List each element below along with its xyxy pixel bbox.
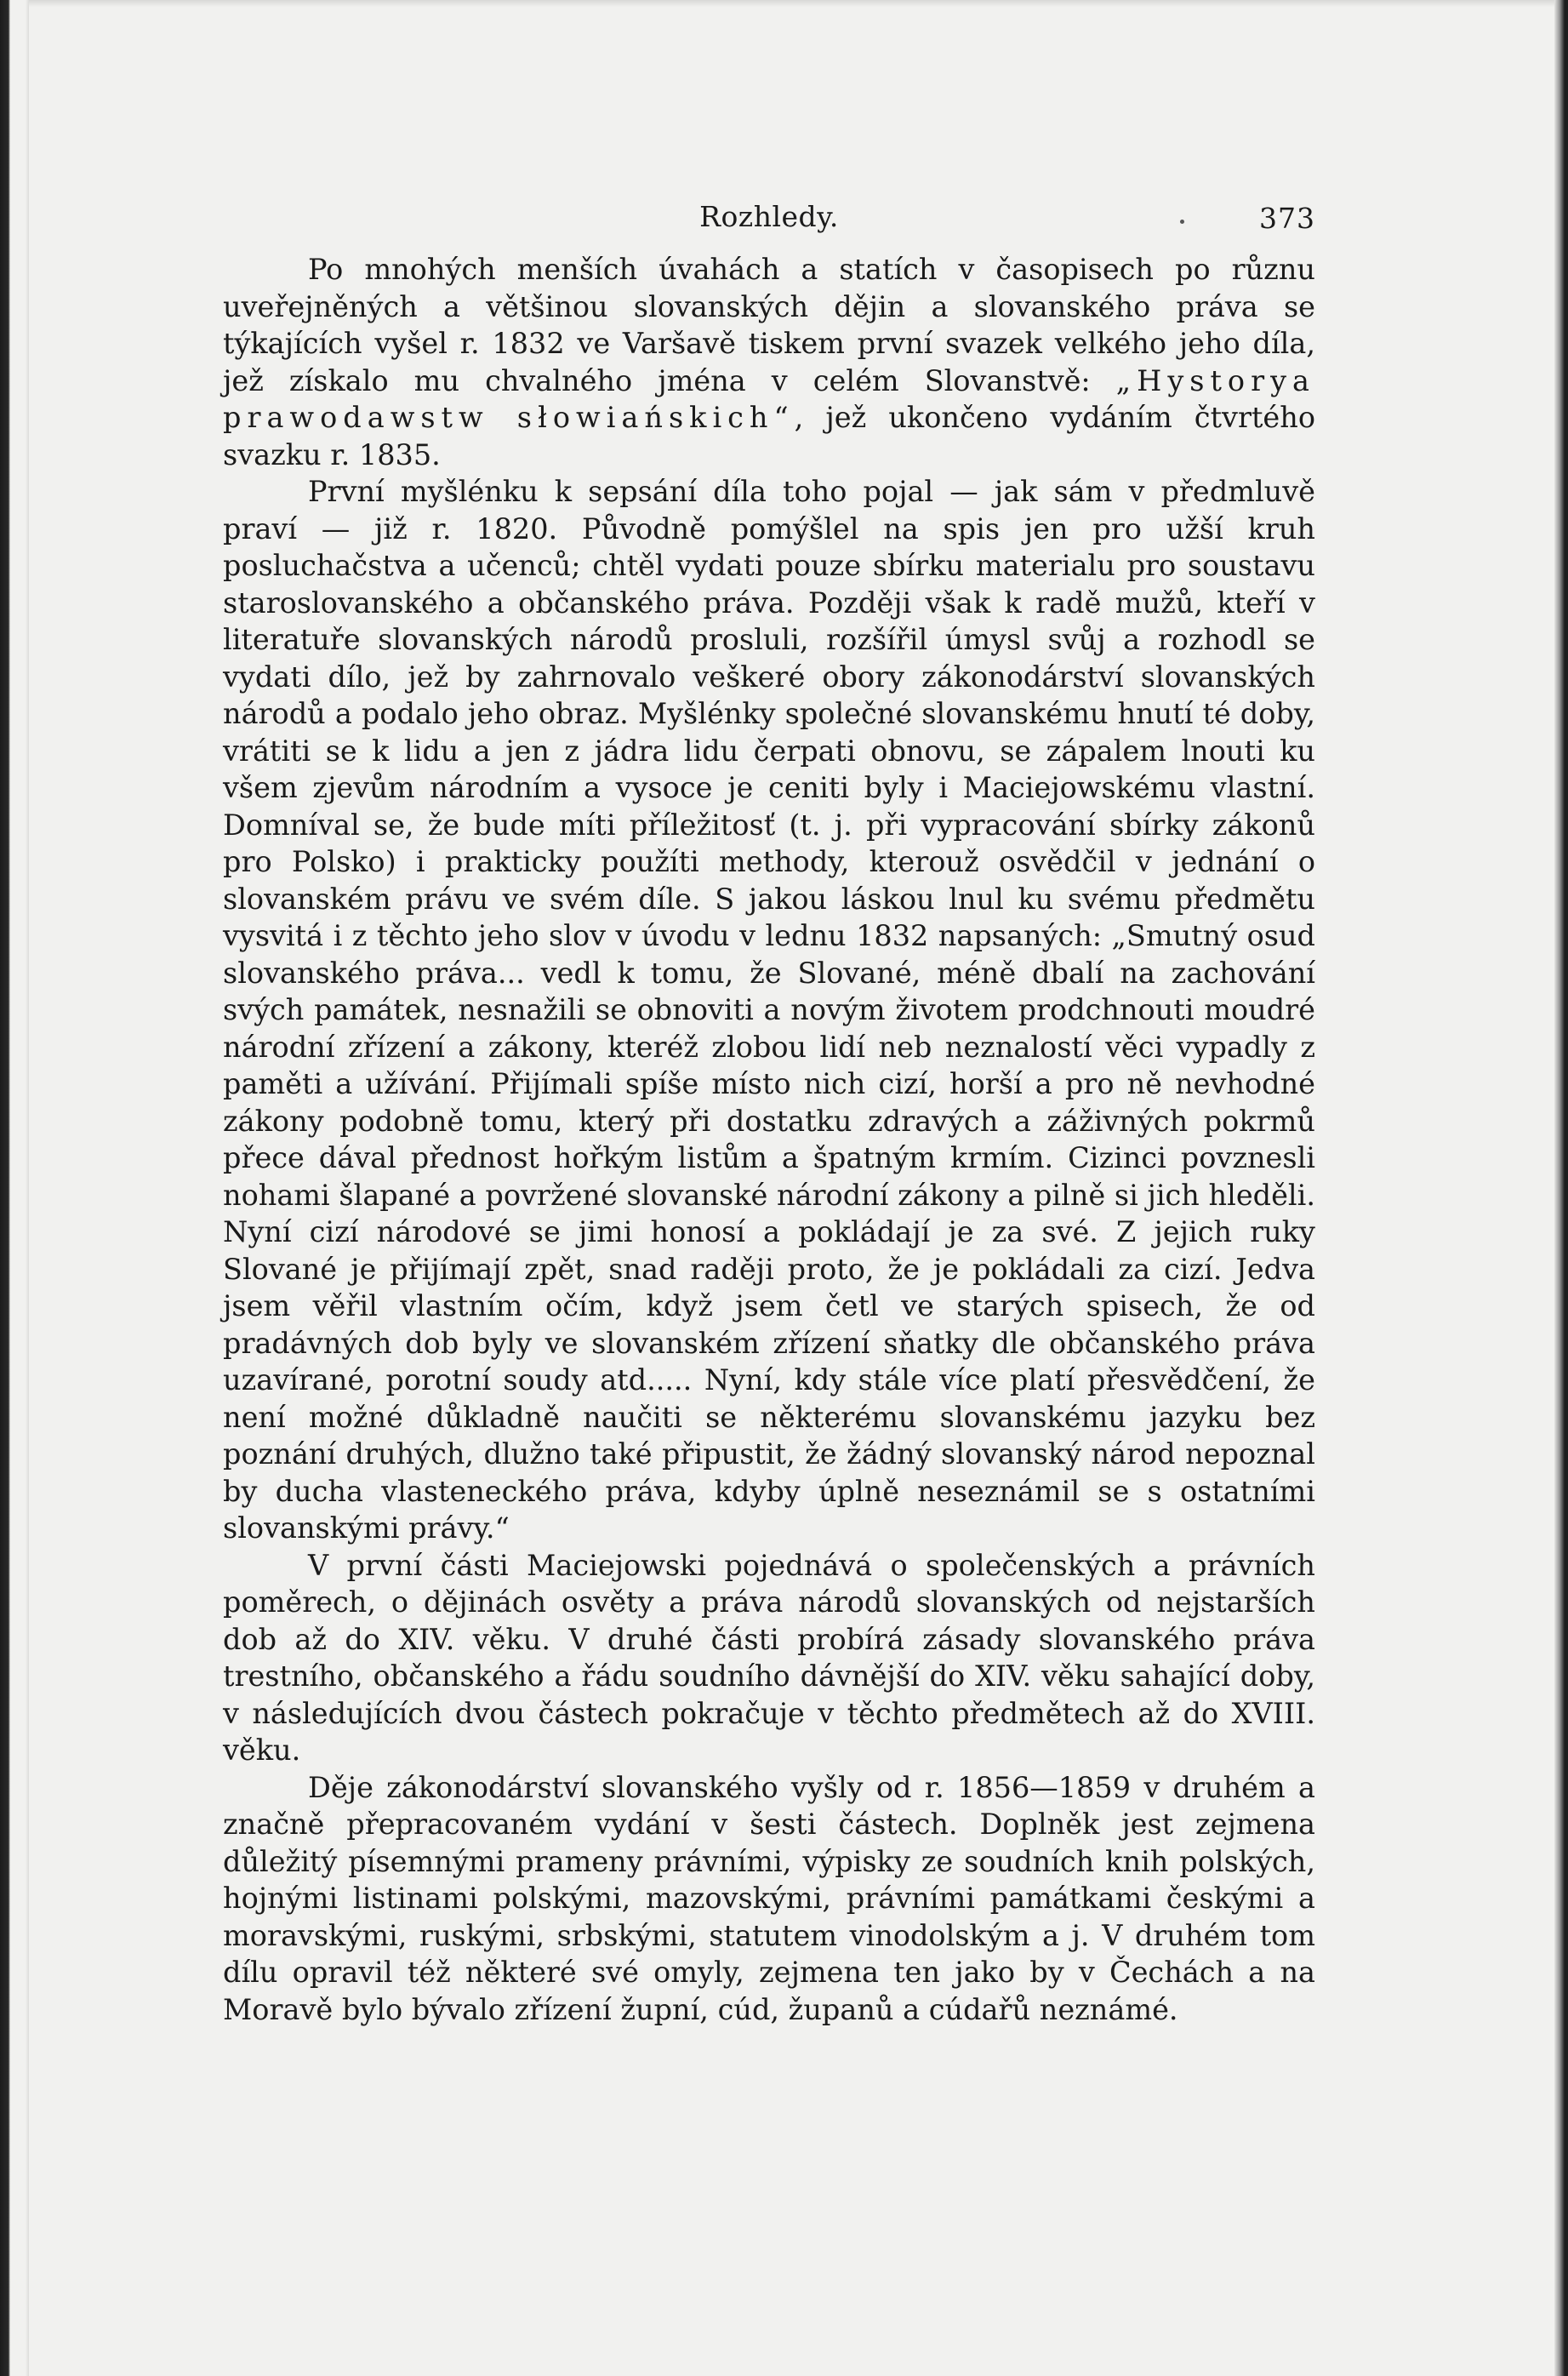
paragraph-3: V první části Maciejowski pojednává o společenských a právních poměrech, o dějinách osvěty a práva národů slovanských od nejstarších dob až do XIV. věku. V druhé části probírá zásady slovanského práva trestního, občanského a řádu soudního dávnější do XIV. věku sahající doby, v následujících dvou částech pokračuje v těchto předmětech až do XVIII. věku. [223, 1548, 1315, 1767]
text-block [223, 191, 1315, 2028]
paragraph-1 [223, 251, 1315, 473]
page-number: 373 [1259, 202, 1315, 235]
page-left-edge [0, 0, 29, 2376]
book-title: „Hystorya prawodawstw słowiańskich“ [223, 363, 1315, 434]
running-head [223, 191, 1315, 251]
paragraph-2: První myšlénku k sepsání díla toho pojal — jak sám v předmluvě praví — již r. 1820. Původně pomýšlel na spis jen pro užší kruh posluchačstva a učenců; chtěl vydati pouze sbírku materialu pro soustavu staroslovanského a občanského práva. Později však k radě mužů, kteří v literatuře slovanských národů prosluli, rozšířil úmysl svůj a rozhodl se vydati dílo, jež by zahrnovalo veškeré obory zákonodárství slovanských národů a podalo jeho obraz. Myšlénky společné slovanskému hnutí té doby, vrátiti se k lidu a jen z jádra lidu čerpati obnovu, se zápalem lnouti ku všem zjevům národním a vysoce je ceniti byly i Maciejowskému vlastní. Domníval se, že bude míti příležitosť (t. j. při vypracování sbírky zákonů pro Polsko) i prakticky použíti methody, kterouž osvědčil v jednání o slovanském právu ve svém díle. S jakou láskou lnul ku svému předmětu vysvitá i z těchto jeho slov v úvodu v lednu 1832 napsaných: „Smutný osud slovanského práva... vedl k tomu, že Slované, méně dbalí na zachování svých památek, nesnažili se obnoviti a novým životem prodchnouti moudré národní zřízení a zákony, kteréž zlobou lidí neb neznalostí věci vypadly z paměti a užívání. Přijímali spíše místo nich cizí, horší a pro ně nevhodné zákony podobně tomu, který při dostatku zdravých a záživných pokrmů přece dával přednost hořkým listům a špatným krmím. Cizinci povznesli nohami šlapané a povržené slovanské národní zákony a pilně si jich hleděli. Nyní cizí národové se jimi honosí a pokládají je za své. Z jejich ruky Slované je přijímají zpět, snad raději proto, že je pokládali za cizí. Jedva jsem věřil vlastním očím, když jsem četl ve starých spisech, že od pradávných dob byly ve slovanském zřízení sňatky dle občanského práva uzavírané, porotní soudy atd..... Nyní, kdy stále více platí přesvědčení, že není možné důkladně naučiti se některému slovanskému jazyku bez poznání druhých, dlužno také připustit, že žádný slovanský národ nepoznal by ducha vlasteneckého práva, kdyby úplně neseznámil se s ostatními slovanskými právy.“ [223, 475, 1315, 1545]
paragraph-1-text-before: Po mnohých menších úvahách a statích v časopisech po různu uveřejněných a většinou slovanských dějin a slovanského práva se týkajících vyšel r. 1832 ve Varšavě tiskem první svazek velkého jeho díla, jež získalo mu chvalného jména v celém Slovanstvě: [223, 253, 1315, 397]
page-top-edge [0, 0, 1568, 7]
paragraph-4: Děje zákonodárství slovanského vyšly od r. 1856—1859 v druhém a značně přepracovaném vydání v šesti částech. Doplněk jest zejmena důležitý písemnými prameny právními, výpisky ze soudních knih polských, hojnými listinami polskými, mazovskými, právními památkami českými a moravskými, ruskými, srbskými, statutem vinodolským a j. V druhém tom dílu opravil též některé své omyly, zejmena ten jako by v Čechách a na Moravě bylo bývalo zřízení župní, cúd, županů a cúdařů neznámé. [223, 1770, 1315, 2026]
running-title: Rozhledy. [699, 200, 839, 233]
page-right-edge [1554, 0, 1568, 2376]
paragraph-1-text-after: , jež ukončeno vydáním čtvrtého svazku r. 1835. [223, 401, 1315, 471]
